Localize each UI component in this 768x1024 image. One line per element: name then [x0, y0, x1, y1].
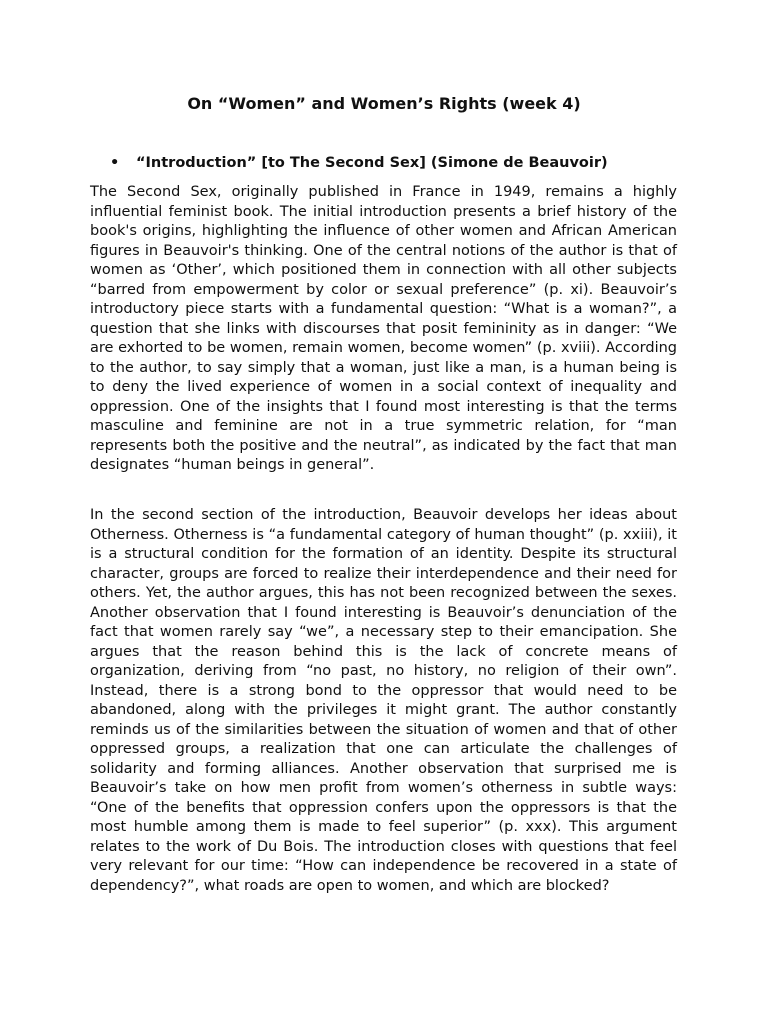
paragraph-1: The Second Sex, originally published in France in 1949, remains a highly influential feminist book. The initial introduction presents a brief history of the book's origins, highlighting the influence of other women and African American figures in Beauvoir's thinking. One of the central notions of the author is that of women as ‘Other’, which positioned them in connection with all other subjects “barred from empowerment by color or sexual preference” (p. xi). Beauvoir’s introductory piece starts with a fundamental question: “What is a woman?”, a question that she links with discourses that posit femininity as in danger: “We are exhorted to be women, remain women, become women” (p. xviii). According to the author, to say simply that a woman, just like a man, is a human being is to deny the lived experience of women in a social context of inequality and oppression. One of the insights that I found most interesting is that the terms masculine and feminine are not in a true symmetric relation, for “man represents both the positive and the neutral”, as indicated by the fact that man designates “human beings in general”.	[90, 184, 677, 473]
document-title: On “Women” and Women’s Rights (week 4)	[187, 94, 581, 113]
bullet-icon: •	[110, 155, 120, 171]
section-heading: “Introduction” [to The Second Sex] (Simone de Beauvoir)	[136, 155, 608, 171]
section-heading-row	[110, 153, 608, 173]
paragraph-2: In the second section of the introduction, Beauvoir develops her ideas about Otherness. Otherness is “a fundamental category of human thought” (p. xxiii), it is a structural condition for the formation of an identity. Despite its structural character, groups are forced to realize their interdependence and their need for others. Yet, the author argues, this has not been recognized between the sexes. Another observation that I found interesting is Beauvoir’s denunciation of the fact that women rarely say “we”, a necessary step to their emancipation. She argues that the reason behind this is the lack of concrete means of organization, deriving from “no past, no history, no religion of their own”. Instead, there is a strong bond to the oppressor that would need to be abandoned, along with the privileges it might grant. The author constantly reminds us of the similarities between the situation of women and that of other oppressed groups, a realization that one can articulate the challenges of solidarity and forming alliances. Another observation that surprised me is Beauvoir’s take on how men profit from women’s otherness in subtle ways: “One of the benefits that oppression confers upon the oppressors is that the most humble among them is made to feel superior” (p. xxx). This argument relates to the work of Du Bois. The introduction closes with questions that feel very relevant for our time: “How can independence be recovered in a state of dependency?”, what roads are open to women, and which are blocked?	[90, 507, 677, 894]
